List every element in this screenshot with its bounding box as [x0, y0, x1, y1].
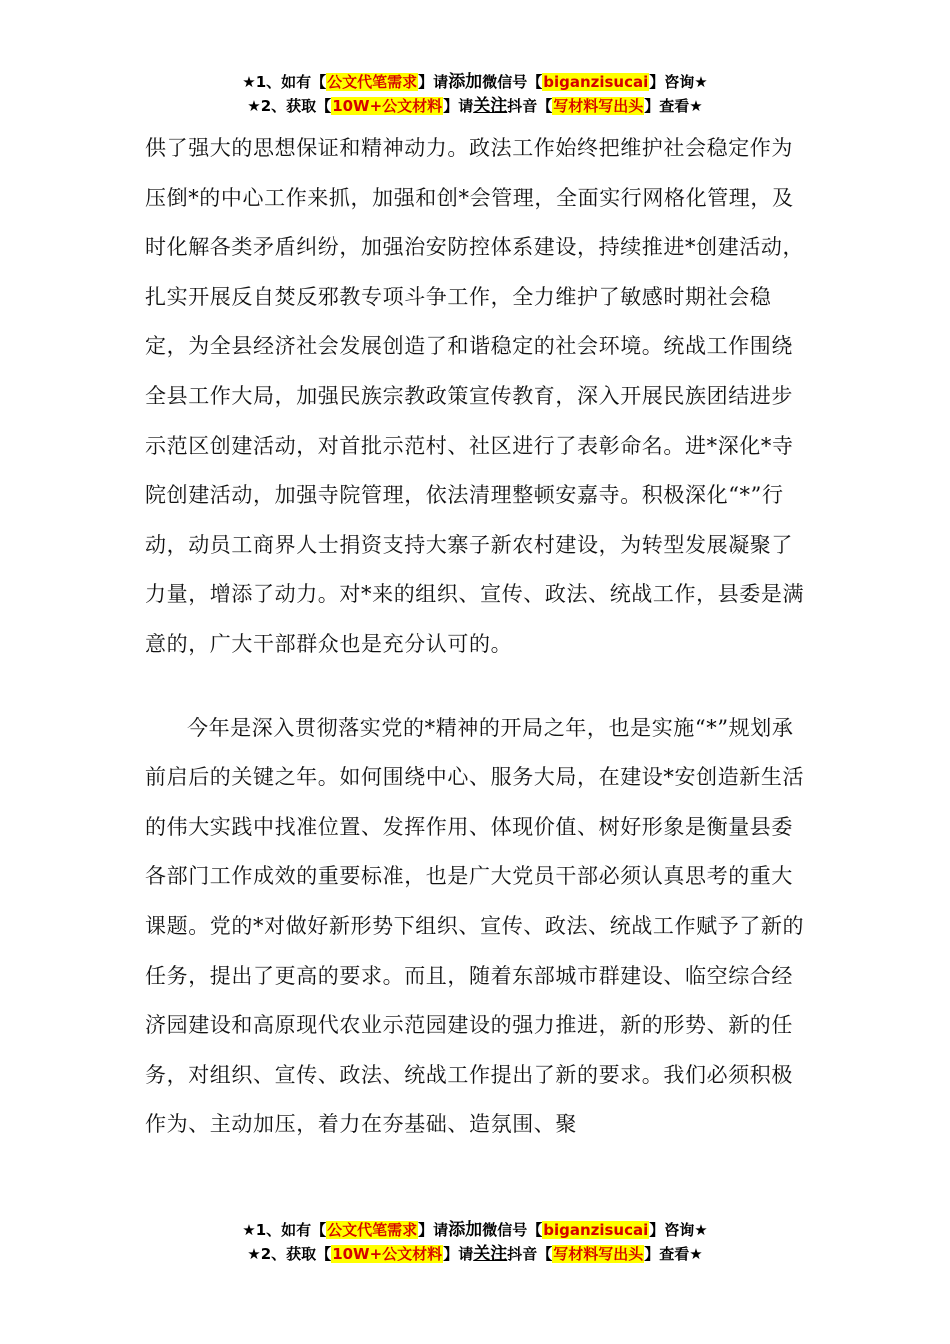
- banner-line-1-highlight-wechat: biganzisucai: [543, 73, 649, 91]
- bottom-banner-line-1-suffix: 】咨询★: [649, 1221, 708, 1239]
- document-body: [145, 124, 807, 1150]
- bottom-banner-line-1-emphasis: 添加: [448, 1220, 483, 1240]
- banner-line-1: [0, 70, 950, 94]
- bottom-banner-line-2-highlight-materials: 10W+公文材料: [332, 1245, 443, 1263]
- banner-line-2-highlight-materials: 10W+公文材料: [332, 97, 443, 115]
- banner-line-1-mid2: 微信号【: [482, 73, 543, 91]
- bottom-banner-line-1-prefix: ★1、如有【: [242, 1221, 327, 1239]
- banner-line-1-emphasis: 添加: [448, 72, 483, 92]
- banner-line-2-highlight-douyin: 写材料写出头: [553, 97, 644, 115]
- banner-line-2-suffix: 】查看★: [644, 97, 703, 115]
- banner-line-1-prefix: ★1、如有【: [242, 73, 327, 91]
- banner-line-2-prefix: ★2、获取【: [247, 97, 332, 115]
- bottom-banner-line-2-highlight-douyin: 写材料写出头: [553, 1245, 644, 1263]
- bottom-banner-line-2-prefix: ★2、获取【: [247, 1245, 332, 1263]
- banner-line-1-highlight-service: 公文代笔需求: [327, 73, 418, 91]
- banner-line-2: [0, 94, 950, 118]
- bottom-banner-line-1-highlight-service: 公文代笔需求: [327, 1221, 418, 1239]
- banner-line-2-mid2: 抖音【: [507, 97, 553, 115]
- banner-line-2-emphasis: 关注: [473, 96, 508, 116]
- banner-line-2-mid: 】请: [443, 97, 474, 115]
- bottom-banner: [0, 1218, 950, 1266]
- bottom-banner-line-2-suffix: 】查看★: [644, 1245, 703, 1263]
- bottom-banner-line-1-highlight-wechat: biganzisucai: [543, 1221, 649, 1239]
- banner-line-1-suffix: 】咨询★: [649, 73, 708, 91]
- top-banner: [0, 70, 950, 118]
- bottom-banner-line-1-mid: 】请: [418, 1221, 449, 1239]
- bottom-banner-line-2: [0, 1242, 950, 1266]
- paragraph-2: 今年是深入贯彻落实党的*精神的开局之年，也是实施“*”规划承前启后的关键之年。如何围绕中心、服务大局，在建设*安创造新生活的伟大实践中找准位置、发挥作用、体现价值、树好形象是衡量县委各部门工作成效的重要标准，也是广大党员干部必须认真思考的重大课题。党的*对做好新形势下组织、宣传、政法、统战工作赋予了新的任务，提出了更高的要求。而且，随着东部城市群建设、临空综合经济园建设和高原现代农业示范园建设的强力推进，新的形势、新的任务，对组织、宣传、政法、统战工作提出了新的要求。我们必须积极作为、主动加压，着力在夯基础、造氛围、聚: [145, 715, 805, 1137]
- bottom-banner-line-2-emphasis: 关注: [473, 1244, 508, 1264]
- banner-line-1-mid: 】请: [418, 73, 449, 91]
- paragraph-1: 供了强大的思想保证和精神动力。政法工作始终把维护社会稳定作为压倒*的中心工作来抓，加强和创*会管理，全面实行网格化管理，及时化解各类矛盾纠纷，加强治安防控体系建设，持续推进*创建活动，扎实开展反自焚反邪教专项斗争工作，全力维护了敏感时期社会稳定，为全县经济社会发展创造了和谐稳定的社会环境。统战工作围绕全县工作大局，加强民族宗教政策宣传教育，深入开展民族团结进步示范区创建活动，对首批示范村、社区进行了表彰命名。进*深化*寺院创建活动，加强寺院管理，依法清理整顿安嘉寺。积极深化“*”行动，动员工商界人士捐资支持大寨子新农村建设，为转型发展凝聚了力量，增添了动力。对*来的组织、宣传、政法、统战工作，县委是满意的，广大干部群众也是充分认可的。: [145, 136, 805, 656]
- bottom-banner-line-1-mid2: 微信号【: [482, 1221, 543, 1239]
- bottom-banner-line-1: [0, 1218, 950, 1242]
- bottom-banner-line-2-mid: 】请: [443, 1245, 474, 1263]
- bottom-banner-line-2-mid2: 抖音【: [507, 1245, 553, 1263]
